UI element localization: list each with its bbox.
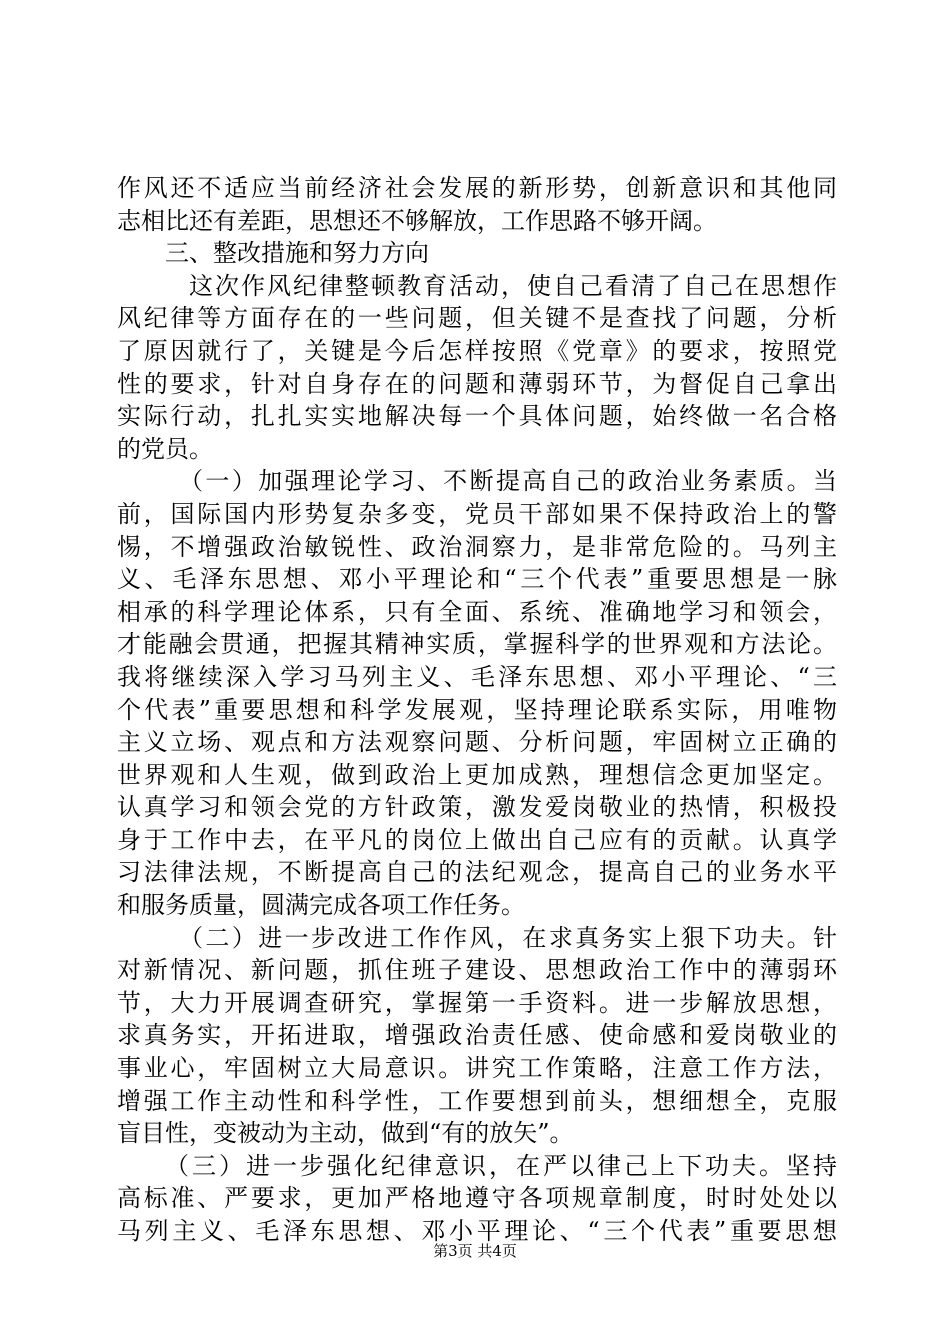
text-line: 志相比还有差距，思想还不够解放，工作思路不够开阔。 <box>117 206 717 235</box>
text-line: 节，大力开展调查研究，掌握第一手资料。进一步解放思想， <box>117 988 837 1017</box>
text-line: 事业心，牢固树立大局意识。讲究工作策略，注意工作方法， <box>117 1054 837 1083</box>
text-line: 身于工作中去，在平凡的岗位上做出自己应有的贡献。认真学 <box>117 825 837 854</box>
section-heading: 三、整改措施和努力方向 <box>165 239 429 268</box>
text-line: 增强工作主动性和科学性，工作要想到前头，想细想全，克服 <box>117 1086 837 1115</box>
text-line: （二）进一步改进工作作风，在求真务实上狠下功夫。针 <box>179 923 837 952</box>
text-line: （三）进一步强化纪律意识，在严以律己上下功夫。坚持 <box>165 1151 837 1180</box>
text-line: 前，国际国内形势复杂多变，党员干部如果不保持政治上的警 <box>117 499 837 528</box>
text-line: 对新情况、新问题，抓住班子建设、思想政治工作中的薄弱环 <box>117 956 837 985</box>
text-line: 主义立场、观点和方法观察问题、分析问题，牢固树立正确的 <box>117 728 837 757</box>
text-line: 求真务实，开拓进取，增强政治责任感、使命感和爱岗敬业的 <box>117 1021 837 1050</box>
text-line: 惕，不增强政治敏锐性、政治洞察力，是非常危险的。马列主 <box>117 532 837 561</box>
page-footer <box>0 1241 950 1261</box>
text-line: 了原因就行了，关键是今后怎样按照《党章》的要求，按照党 <box>117 336 837 365</box>
text-line: 盲目性，变被动为主动，做到“有的放矢”。 <box>117 1119 574 1148</box>
text-line: 个代表”重要思想和科学发展观，坚持理论联系实际，用唯物 <box>117 695 837 724</box>
text-line: 的党员。 <box>117 434 213 463</box>
text-line: 习法律法规，不断提高自己的法纪观念，提高自己的业务水平 <box>117 858 837 887</box>
text-line: 我将继续深入学习马列主义、毛泽东思想、邓小平理论、“三 <box>117 662 837 691</box>
page-number: 第3页 共4页 <box>433 1242 517 1260</box>
text-line: 高标准、严要求，更加严格地遵守各项规章制度，时时处处以 <box>117 1184 837 1213</box>
text-line: 和服务质量，圆满完成各项工作任务。 <box>117 891 525 920</box>
text-line: 马列主义、毛泽东思想、邓小平理论、“三个代表”重要思想 <box>117 1217 837 1245</box>
text-line: 作风还不适应当前经济社会发展的新形势，创新意识和其他同 <box>117 174 837 202</box>
text-line: 这次作风纪律整顿教育活动，使自己看清了自己在思想作 <box>189 271 837 300</box>
text-line: 相承的科学理论体系，只有全面、系统、准确地学习和领会， <box>117 597 837 626</box>
text-line: 风纪律等方面存在的一些问题，但关键不是查找了问题，分析 <box>117 304 837 333</box>
text-line: 才能融会贯通，把握其精神实质，掌握科学的世界观和方法论。 <box>117 630 837 659</box>
text-line: 性的要求，针对自身存在的问题和薄弱环节，为督促自己拿出 <box>117 369 837 398</box>
document-body <box>117 172 837 1248</box>
text-line: 实际行动，扎扎实实地解决每一个具体问题，始终做一名合格 <box>117 402 837 431</box>
text-line: 义、毛泽东思想、邓小平理论和“三个代表”重要思想是一脉 <box>117 565 837 594</box>
text-line: 认真学习和领会党的方针政策，激发爱岗敬业的热情，积极投 <box>117 793 837 822</box>
text-line: 世界观和人生观，做到政治上更加成熟，理想信念更加坚定。 <box>117 760 837 789</box>
text-line: （一）加强理论学习、不断提高自己的政治业务素质。当 <box>179 467 837 496</box>
